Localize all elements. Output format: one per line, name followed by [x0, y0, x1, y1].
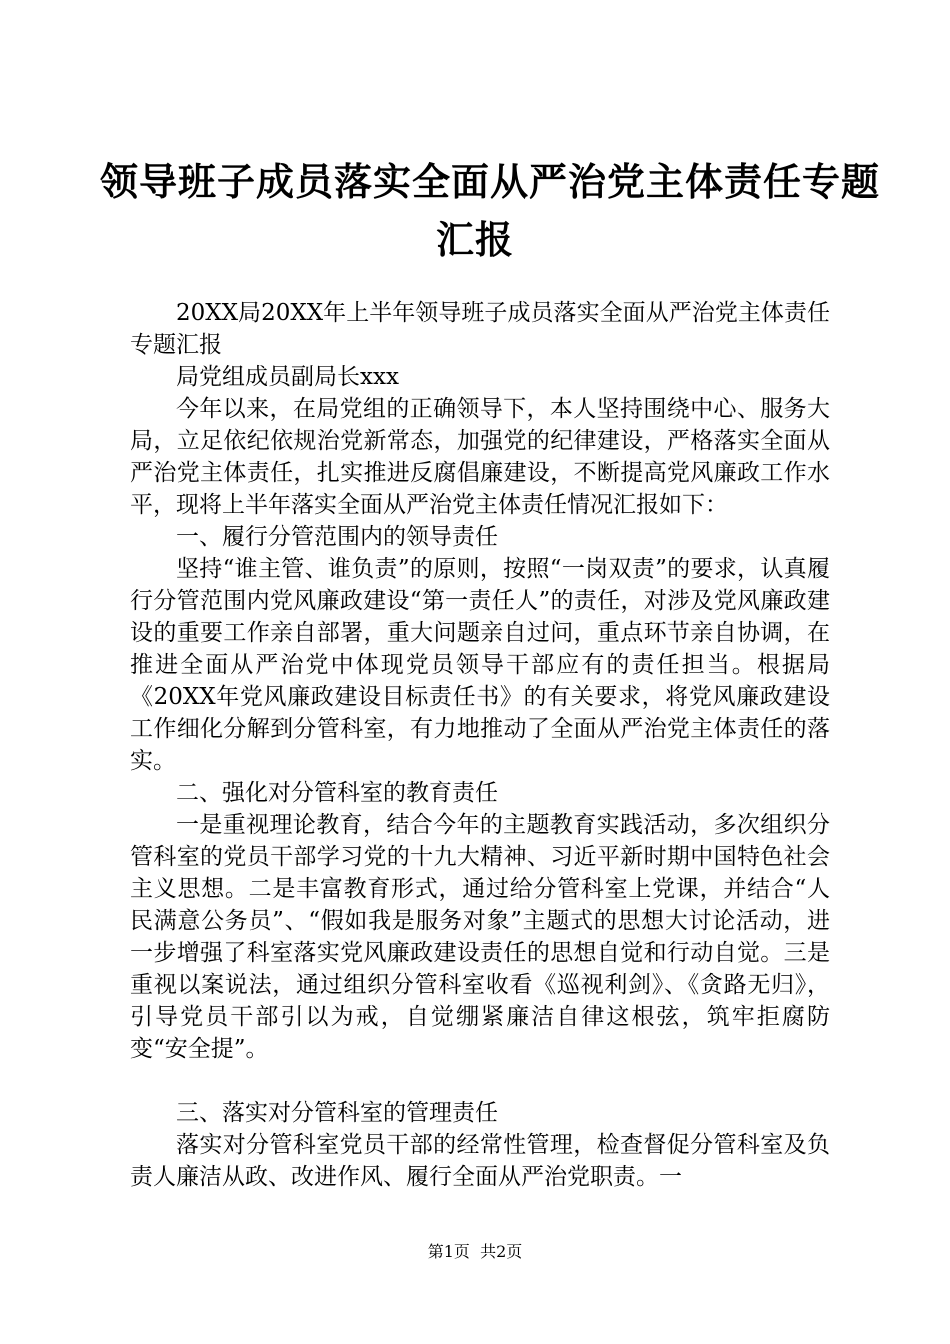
section-2-paragraph: 一是重视理论教育，结合今年的主题教育实践活动，多次组织分管科室的党员干部学习党的十九大精神、习近平新时期中国特色社会主义思想。二是丰富教育形式，通过给分管科室上党课，并结合“人民满意公务员”、“假如我是服务对象”主题式的思想大讨论活动，进一步增强了科室落实党风廉政建设责任的思想自觉和行动自觉。三是重视以案说法，通过组织分管科室收看《巡视利剑》、《贪路无归》，引导党员干部引以为戒，自觉绷紧廉洁自律这根弦，筑牢拒腐防变“安全提”。: [130, 812, 830, 1062]
intro-paragraph: 今年以来，在局党组的正确领导下，本人坚持围绕中心、服务大局，立足依纪依规治党新常态，加强党的纪律建设，严格落实全面从严治党主体责任，扎实推进反腐倡廉建设，不断提高党风廉政工作水平，现将上半年落实全面从严治党主体责任情况汇报如下：: [130, 396, 830, 518]
author-line: 局党组成员副局长xxx: [176, 364, 399, 390]
section-heading-1: 一、履行分管范围内的领导责任: [176, 524, 498, 550]
section-heading-3: 三、落实对分管科室的管理责任: [176, 1100, 498, 1126]
page-number-footer: 第1页 共2页: [427, 1242, 523, 1261]
section-3-paragraph: 落实对分管科室党员干部的经常性管理，检查督促分管科室及负责人廉洁从政、改进作风、履行全面从严治党职责。一: [130, 1132, 830, 1190]
section-heading-2: 二、强化对分管科室的教育责任: [176, 780, 498, 806]
section-1-paragraph: 坚持“谁主管、谁负责”的原则，按照“一岗双责”的要求，认真履行分管范围内党风廉政建设“第一责任人”的责任，对涉及党风廉政建设的重要工作亲自部署，重大问题亲自过问，重点环节亲自协调，在推进全面从严治党中体现党员领导干部应有的责任担当。根据局《20XX年党风廉政建设目标责任书》的有关要求，将党风廉政建设工作细化分解到分管科室，有力地推动了全面从严治党主体责任的落实。: [130, 556, 830, 774]
document-title-line-2: 汇报: [435, 217, 514, 262]
report-subtitle-paragraph: 20XX局20XX年上半年领导班子成员落实全面从严治党主体责任专题汇报: [130, 300, 830, 358]
document-body: [130, 297, 830, 1193]
document-title-line-1: 领导班子成员落实全面从严治党主体责任专题: [100, 159, 881, 204]
